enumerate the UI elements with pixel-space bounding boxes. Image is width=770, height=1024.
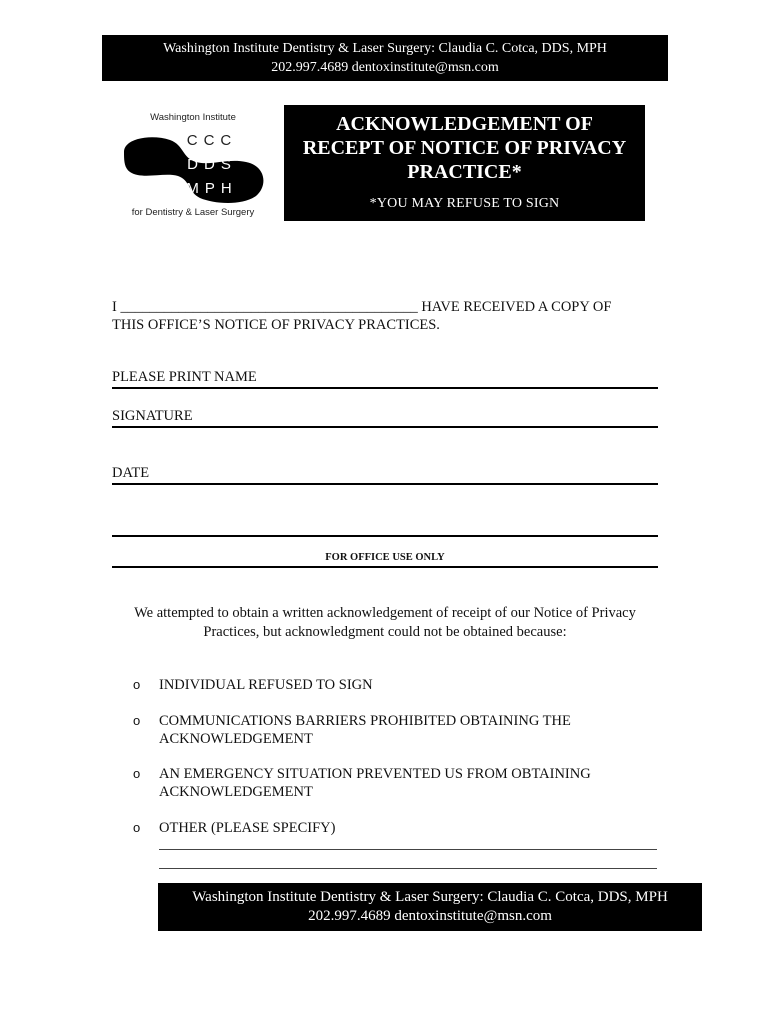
signature-field[interactable] bbox=[112, 408, 658, 428]
header-practice-line: Washington Institute Dentistry & Laser Surgery: Claudia C. Cotca, DDS, MPH bbox=[163, 41, 607, 56]
office-use-heading: FOR OFFICE USE ONLY bbox=[325, 552, 445, 563]
checkbox-bullet-icon: o bbox=[133, 766, 141, 781]
option-label: OTHER (PLEASE SPECIFY) bbox=[159, 820, 336, 836]
option-label-continued: ACKNOWLEDGEMENT bbox=[159, 731, 313, 747]
option-label-continued: ACKNOWLEDGEMENT bbox=[159, 784, 313, 800]
logo-monogram-dds: DDS bbox=[187, 156, 237, 173]
acknowledgement-line-2: THIS OFFICE’S NOTICE OF PRIVACY PRACTICES. bbox=[112, 317, 440, 333]
option-label: AN EMERGENCY SITUATION PREVENTED US FROM OBTAINING bbox=[159, 766, 591, 782]
form-title-box bbox=[284, 105, 645, 221]
footer-practice-line: Washington Institute Dentistry & Laser Surgery: Claudia C. Cotca, DDS, MPH bbox=[192, 889, 668, 905]
form-subtitle: *YOU MAY REFUSE TO SIGN bbox=[369, 196, 560, 211]
footer-banner bbox=[158, 883, 702, 931]
attempt-statement: We attempted to obtain a written acknowledgement of receipt of our Notice of Privacy Practices, but acknowledgment could not be obtained because: bbox=[134, 605, 636, 640]
practice-logo bbox=[118, 110, 268, 222]
logo-top-text: Washington Institute bbox=[150, 112, 236, 123]
checkbox-bullet-icon: o bbox=[133, 820, 141, 835]
checkbox-bullet-icon: o bbox=[133, 713, 141, 728]
logo-monogram-mph: MPH bbox=[186, 180, 238, 197]
divider-top bbox=[112, 535, 658, 537]
option-label: INDIVIDUAL REFUSED TO SIGN bbox=[159, 677, 373, 693]
option-emergency[interactable] bbox=[133, 765, 653, 801]
option-refused[interactable] bbox=[133, 676, 653, 694]
acknowledgement-statement bbox=[112, 298, 672, 334]
logo-monogram-ccc: CCC bbox=[186, 132, 238, 149]
option-label: COMMUNICATIONS BARRIERS PROHIBITED OBTAINING THE bbox=[159, 713, 571, 729]
header-banner bbox=[102, 35, 668, 81]
footer-contact-line: 202.997.4689 dentoxinstitute@msn.com bbox=[308, 908, 552, 924]
checkbox-bullet-icon: o bbox=[133, 677, 141, 692]
form-title: ACKNOWLEDGEMENT OF RECEPT OF NOTICE OF PRIVACY PRACTICE* bbox=[302, 113, 627, 183]
option-communication-barriers[interactable] bbox=[133, 712, 653, 748]
date-label: DATE bbox=[112, 465, 150, 481]
signature-label: SIGNATURE bbox=[112, 408, 193, 424]
acknowledgement-line-1: I _________________________________________ HAVE RECEIVED A COPY OF bbox=[112, 299, 612, 315]
option-other[interactable] bbox=[133, 819, 653, 837]
date-field[interactable] bbox=[112, 465, 658, 485]
print-name-field[interactable] bbox=[112, 369, 658, 389]
logo-bottom-text: for Dentistry & Laser Surgery bbox=[131, 207, 255, 218]
print-name-label: PLEASE PRINT NAME bbox=[112, 369, 257, 385]
divider-bottom bbox=[112, 566, 658, 568]
other-specify-line-2[interactable] bbox=[159, 868, 657, 869]
other-specify-line-1[interactable] bbox=[159, 849, 657, 850]
header-contact-line: 202.997.4689 dentoxinstitute@msn.com bbox=[271, 60, 499, 75]
